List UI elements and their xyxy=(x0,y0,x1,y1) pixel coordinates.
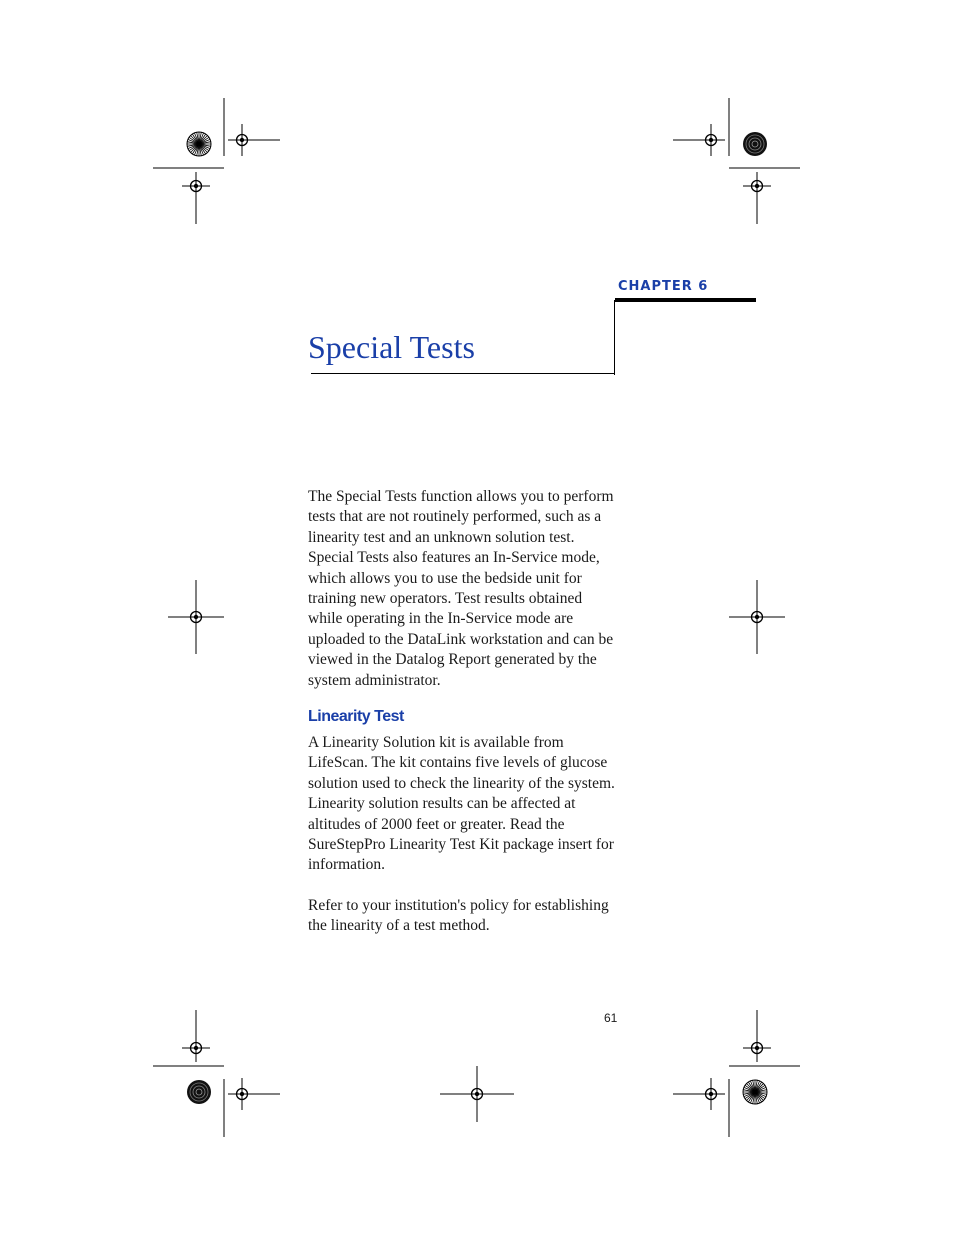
section-paragraph: A Linearity Solution kit is available from LifeScan. The kit contains five levels of glucose solution used to check the linearity of the system. Linearity solution results can be affected at altitudes of 2000 feet or greater. Read the SureStepPro Linearity Test Kit package insert for information. xyxy=(308,734,615,874)
page-title: Special Tests xyxy=(308,329,475,365)
section-paragraph: Refer to your institution's policy for establishing the linearity of a test method. xyxy=(308,897,609,935)
chapter-label: CHAPTER 6 xyxy=(618,279,709,294)
page-number: 61 xyxy=(604,1011,618,1025)
section-heading-linearity-test: Linearity Test xyxy=(308,708,404,725)
intro-paragraph: The Special Tests function allows you to perform tests that are not routinely performed, such as a linearity test and an unknown solution test. Special Tests also features an In-Service mode, which allows you to use the bedside unit for training new operators. Test results obtained while operating in the In-Service mode are uploaded to the DataLink workstation and can be viewed in the Datalog Report generated by the system administrator. xyxy=(308,488,614,689)
title-underline xyxy=(311,373,615,374)
chapter-rule xyxy=(615,298,756,302)
chapter-vertical-rule xyxy=(614,300,615,375)
